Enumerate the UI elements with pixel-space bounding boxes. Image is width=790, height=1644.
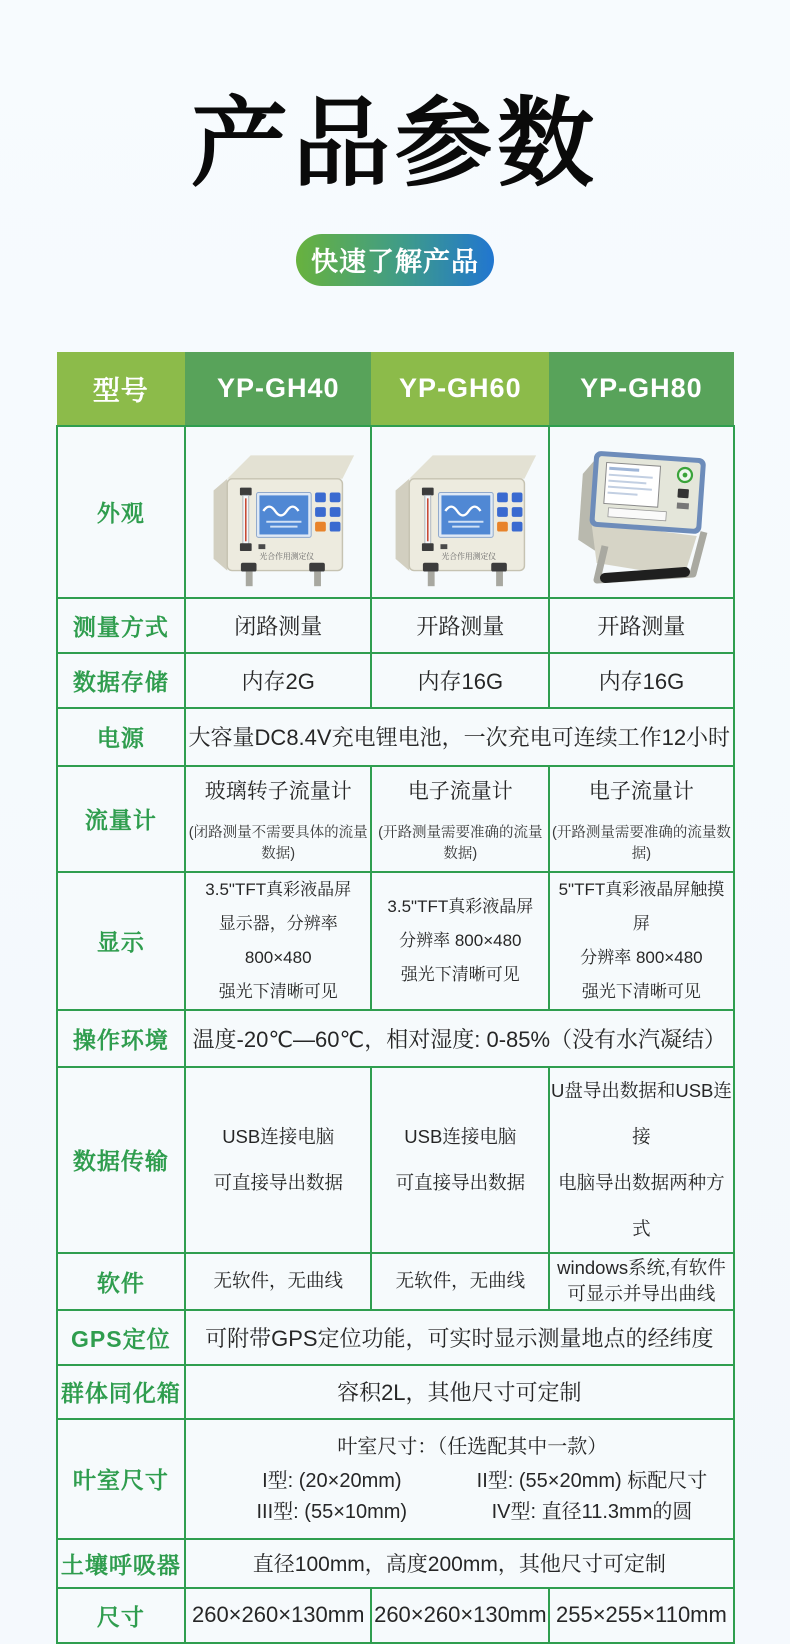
header-model-yp-gh40: YP-GH40 bbox=[185, 352, 371, 426]
row-label-soil: 土壤呼吸器 bbox=[57, 1539, 186, 1588]
appearance-cell-gh40 bbox=[185, 426, 371, 598]
measurement-gh80: 开路测量 bbox=[549, 598, 733, 653]
soil-spec: 直径100mm，高度200mm，其他尺寸可定制 bbox=[185, 1539, 733, 1588]
row-appearance bbox=[57, 426, 734, 598]
transfer-line: U盘导出数据和USB连接 bbox=[550, 1079, 732, 1147]
transfer-line: USB连接电脑 bbox=[404, 1125, 517, 1147]
page-title: 产品参数 bbox=[191, 91, 599, 198]
row-assimilation-chamber bbox=[57, 1365, 734, 1419]
row-power bbox=[57, 708, 734, 766]
software-line: 可显示并导出曲线 bbox=[567, 1283, 716, 1305]
row-label-gps: GPS定位 bbox=[57, 1310, 186, 1365]
row-label-display: 显示 bbox=[57, 872, 186, 1010]
row-label-power: 电源 bbox=[57, 708, 186, 766]
row-leaf-chamber-size bbox=[57, 1419, 734, 1539]
row-data-storage bbox=[57, 653, 734, 708]
display-gh60 bbox=[371, 872, 549, 1010]
display-line: 强光下清晰可见 bbox=[218, 981, 338, 1001]
header-model-yp-gh80: YP-GH80 bbox=[549, 352, 733, 426]
row-dimensions bbox=[57, 1588, 734, 1643]
transfer-line: USB连接电脑 bbox=[222, 1125, 335, 1147]
display-line: 3.5"TFT真彩液晶屏 bbox=[387, 896, 534, 916]
header-model-yp-gh60: YP-GH60 bbox=[371, 352, 549, 426]
flowmeter-gh80 bbox=[549, 766, 733, 872]
row-label-storage: 数据存储 bbox=[57, 653, 186, 708]
row-flowmeter bbox=[57, 766, 734, 872]
transfer-line: 可直接导出数据 bbox=[213, 1171, 343, 1193]
flowmeter-note: (开路测量需要准确的流量数据) bbox=[552, 824, 731, 862]
software-line: 无软件，无曲线 bbox=[213, 1270, 343, 1292]
transfer-line: 电脑导出数据两种方式 bbox=[558, 1171, 725, 1239]
row-label-software: 软件 bbox=[57, 1253, 186, 1310]
row-label-environment: 操作环境 bbox=[57, 1010, 186, 1067]
row-operating-environment bbox=[57, 1010, 734, 1067]
display-line: 强光下清晰可见 bbox=[400, 964, 520, 984]
size-gh40: 260×260×130mm bbox=[185, 1588, 371, 1643]
table-header-row bbox=[57, 352, 734, 426]
gps-spec: 可附带GPS定位功能，可实时显示测量地点的经纬度 bbox=[185, 1310, 733, 1365]
leaf-option-2: II型: (55×20mm) 标配尺寸 bbox=[476, 1469, 708, 1492]
leaf-options bbox=[212, 1466, 732, 1528]
row-label-transfer: 数据传输 bbox=[57, 1067, 186, 1253]
device-front-label: 光合作用测定仪 bbox=[259, 551, 315, 561]
product-image-yp-gh40 bbox=[196, 432, 360, 592]
leaf-heading: 叶室尺寸：（任选配其中一款） bbox=[337, 1435, 608, 1458]
row-label-leaf: 叶室尺寸 bbox=[57, 1419, 186, 1539]
leaf-option-3: III型: (55×10mm) bbox=[256, 1500, 408, 1523]
flowmeter-type: 电子流量计 bbox=[588, 779, 694, 803]
software-gh40 bbox=[185, 1253, 371, 1310]
transfer-gh60 bbox=[371, 1067, 549, 1253]
display-line: 分辨率 800×480 bbox=[580, 947, 703, 967]
environment-spec: 温度-20℃—60℃，相对湿度: 0-85%（没有水汽凝结） bbox=[185, 1010, 733, 1067]
quick-intro-pill bbox=[296, 234, 494, 286]
appearance-cell-gh60 bbox=[371, 426, 549, 598]
flowmeter-type: 电子流量计 bbox=[407, 779, 513, 803]
software-line: windows系统,有软件 bbox=[557, 1257, 726, 1279]
software-line: 无软件，无曲线 bbox=[395, 1270, 526, 1292]
display-line: 显示器，分辨率 800×480 bbox=[218, 913, 338, 967]
row-label-flowmeter: 流量计 bbox=[57, 766, 186, 872]
transfer-gh40 bbox=[185, 1067, 371, 1253]
row-label-appearance: 外观 bbox=[57, 426, 186, 598]
display-gh40 bbox=[185, 872, 371, 1010]
display-line: 强光下清晰可见 bbox=[581, 981, 701, 1001]
row-label-chamber: 群体同化箱 bbox=[57, 1365, 186, 1419]
flowmeter-type: 玻璃转子流量计 bbox=[204, 779, 352, 803]
measurement-gh60: 开路测量 bbox=[371, 598, 549, 653]
transfer-gh80 bbox=[549, 1067, 733, 1253]
row-display bbox=[57, 872, 734, 1010]
header-model-label: 型号 bbox=[57, 352, 186, 426]
transfer-line: 可直接导出数据 bbox=[395, 1171, 526, 1193]
display-gh80 bbox=[549, 872, 733, 1010]
row-data-transfer bbox=[57, 1067, 734, 1253]
software-gh80 bbox=[549, 1253, 733, 1310]
spec-table bbox=[56, 352, 735, 1644]
measurement-gh40: 闭路测量 bbox=[185, 598, 371, 653]
product-image-yp-gh80 bbox=[557, 432, 725, 592]
software-gh60 bbox=[371, 1253, 549, 1310]
storage-gh60: 内存16G bbox=[371, 653, 549, 708]
flowmeter-gh60 bbox=[371, 766, 549, 872]
storage-gh80: 内存16G bbox=[549, 653, 733, 708]
row-label-size: 尺寸 bbox=[57, 1588, 186, 1643]
storage-gh40: 内存2G bbox=[185, 653, 371, 708]
display-line: 5"TFT真彩液晶屏触摸屏 bbox=[558, 879, 725, 933]
flowmeter-gh40 bbox=[185, 766, 371, 872]
row-software bbox=[57, 1253, 734, 1310]
row-soil-respirator bbox=[57, 1539, 734, 1588]
chamber-spec: 容积2L，其他尺寸可定制 bbox=[185, 1365, 733, 1419]
leaf-option-4: IV型: 直径11.3mm的圆 bbox=[491, 1500, 693, 1523]
size-gh60: 260×260×130mm bbox=[371, 1588, 549, 1643]
row-measurement-method bbox=[57, 598, 734, 653]
appearance-cell-gh80 bbox=[549, 426, 733, 598]
power-spec: 大容量DC8.4V充电锂电池，一次充电可连续工作12小时 bbox=[185, 708, 733, 766]
display-line: 分辨率 800×480 bbox=[399, 930, 522, 950]
flowmeter-note: (闭路测量不需要具体的流量数据) bbox=[188, 824, 368, 862]
flowmeter-note: (开路测量需要准确的流量数据) bbox=[378, 824, 543, 862]
display-line: 3.5"TFT真彩液晶屏 bbox=[205, 879, 352, 899]
row-label-measurement: 测量方式 bbox=[57, 598, 186, 653]
leaf-spec bbox=[185, 1419, 733, 1539]
quick-intro-pill-label: 快速了解产品 bbox=[311, 247, 479, 278]
product-image-yp-gh60 bbox=[378, 432, 542, 592]
device-front-label: 光合作用测定仪 bbox=[441, 551, 497, 561]
leaf-option-1: I型: (20×20mm) bbox=[262, 1469, 402, 1492]
row-gps bbox=[57, 1310, 734, 1365]
size-gh80: 255×255×110mm bbox=[549, 1588, 733, 1643]
